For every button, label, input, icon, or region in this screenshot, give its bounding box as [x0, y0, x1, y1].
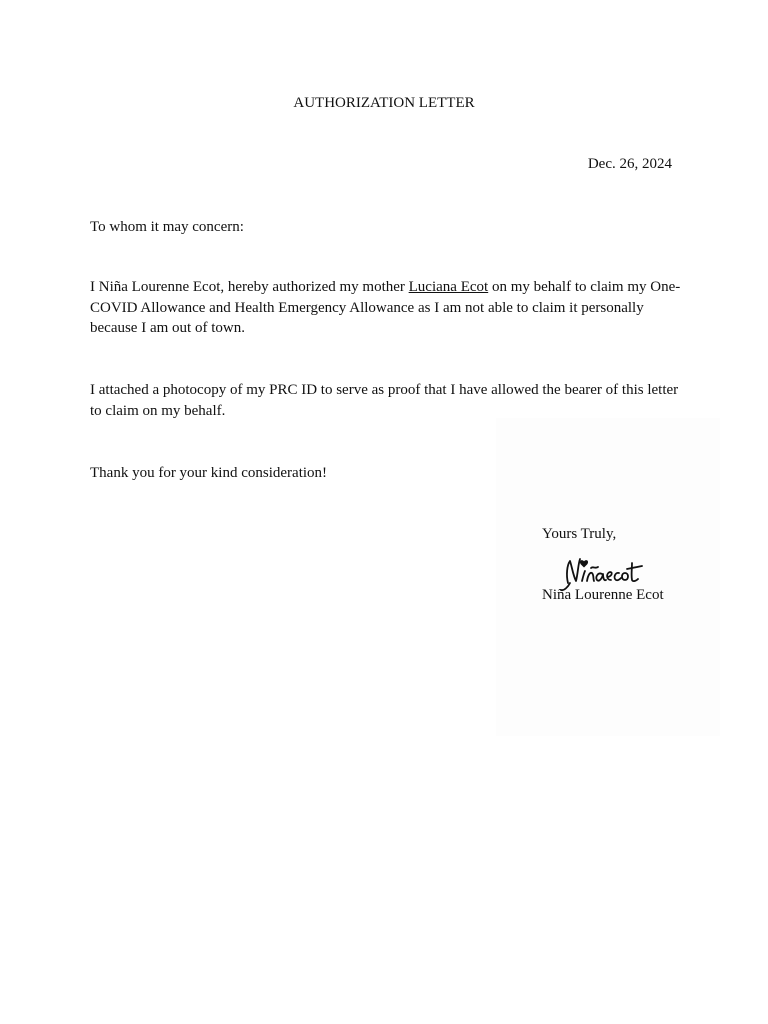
authorization-paragraph: [90, 277, 682, 339]
paragraph-text-after-name: on my behalf to claim my One-COVID Allowance and Health Emergency Allowance as I am not able to claim it personally because I am out of town.: [90, 279, 681, 336]
letter-title: AUTHORIZATION LETTER: [293, 95, 475, 111]
thanks-paragraph: Thank you for your kind consideration!: [90, 465, 328, 481]
authorized-person-name: Luciana Ecot: [408, 279, 489, 295]
letter-date: Dec. 26, 2024: [587, 156, 672, 172]
paragraph-text-before-name: I Niña Lourenne Ecot, hereby authorized my mother: [90, 279, 409, 295]
signer-name: Niña Lourenne Ecot: [542, 587, 664, 603]
salutation: To whom it may concern:: [90, 219, 244, 235]
attachment-paragraph: I attached a photocopy of my PRC ID to serve as proof that I have allowed the bearer of this letter to claim on my behalf.: [90, 382, 679, 419]
closing-line: Yours Truly,: [542, 526, 617, 542]
